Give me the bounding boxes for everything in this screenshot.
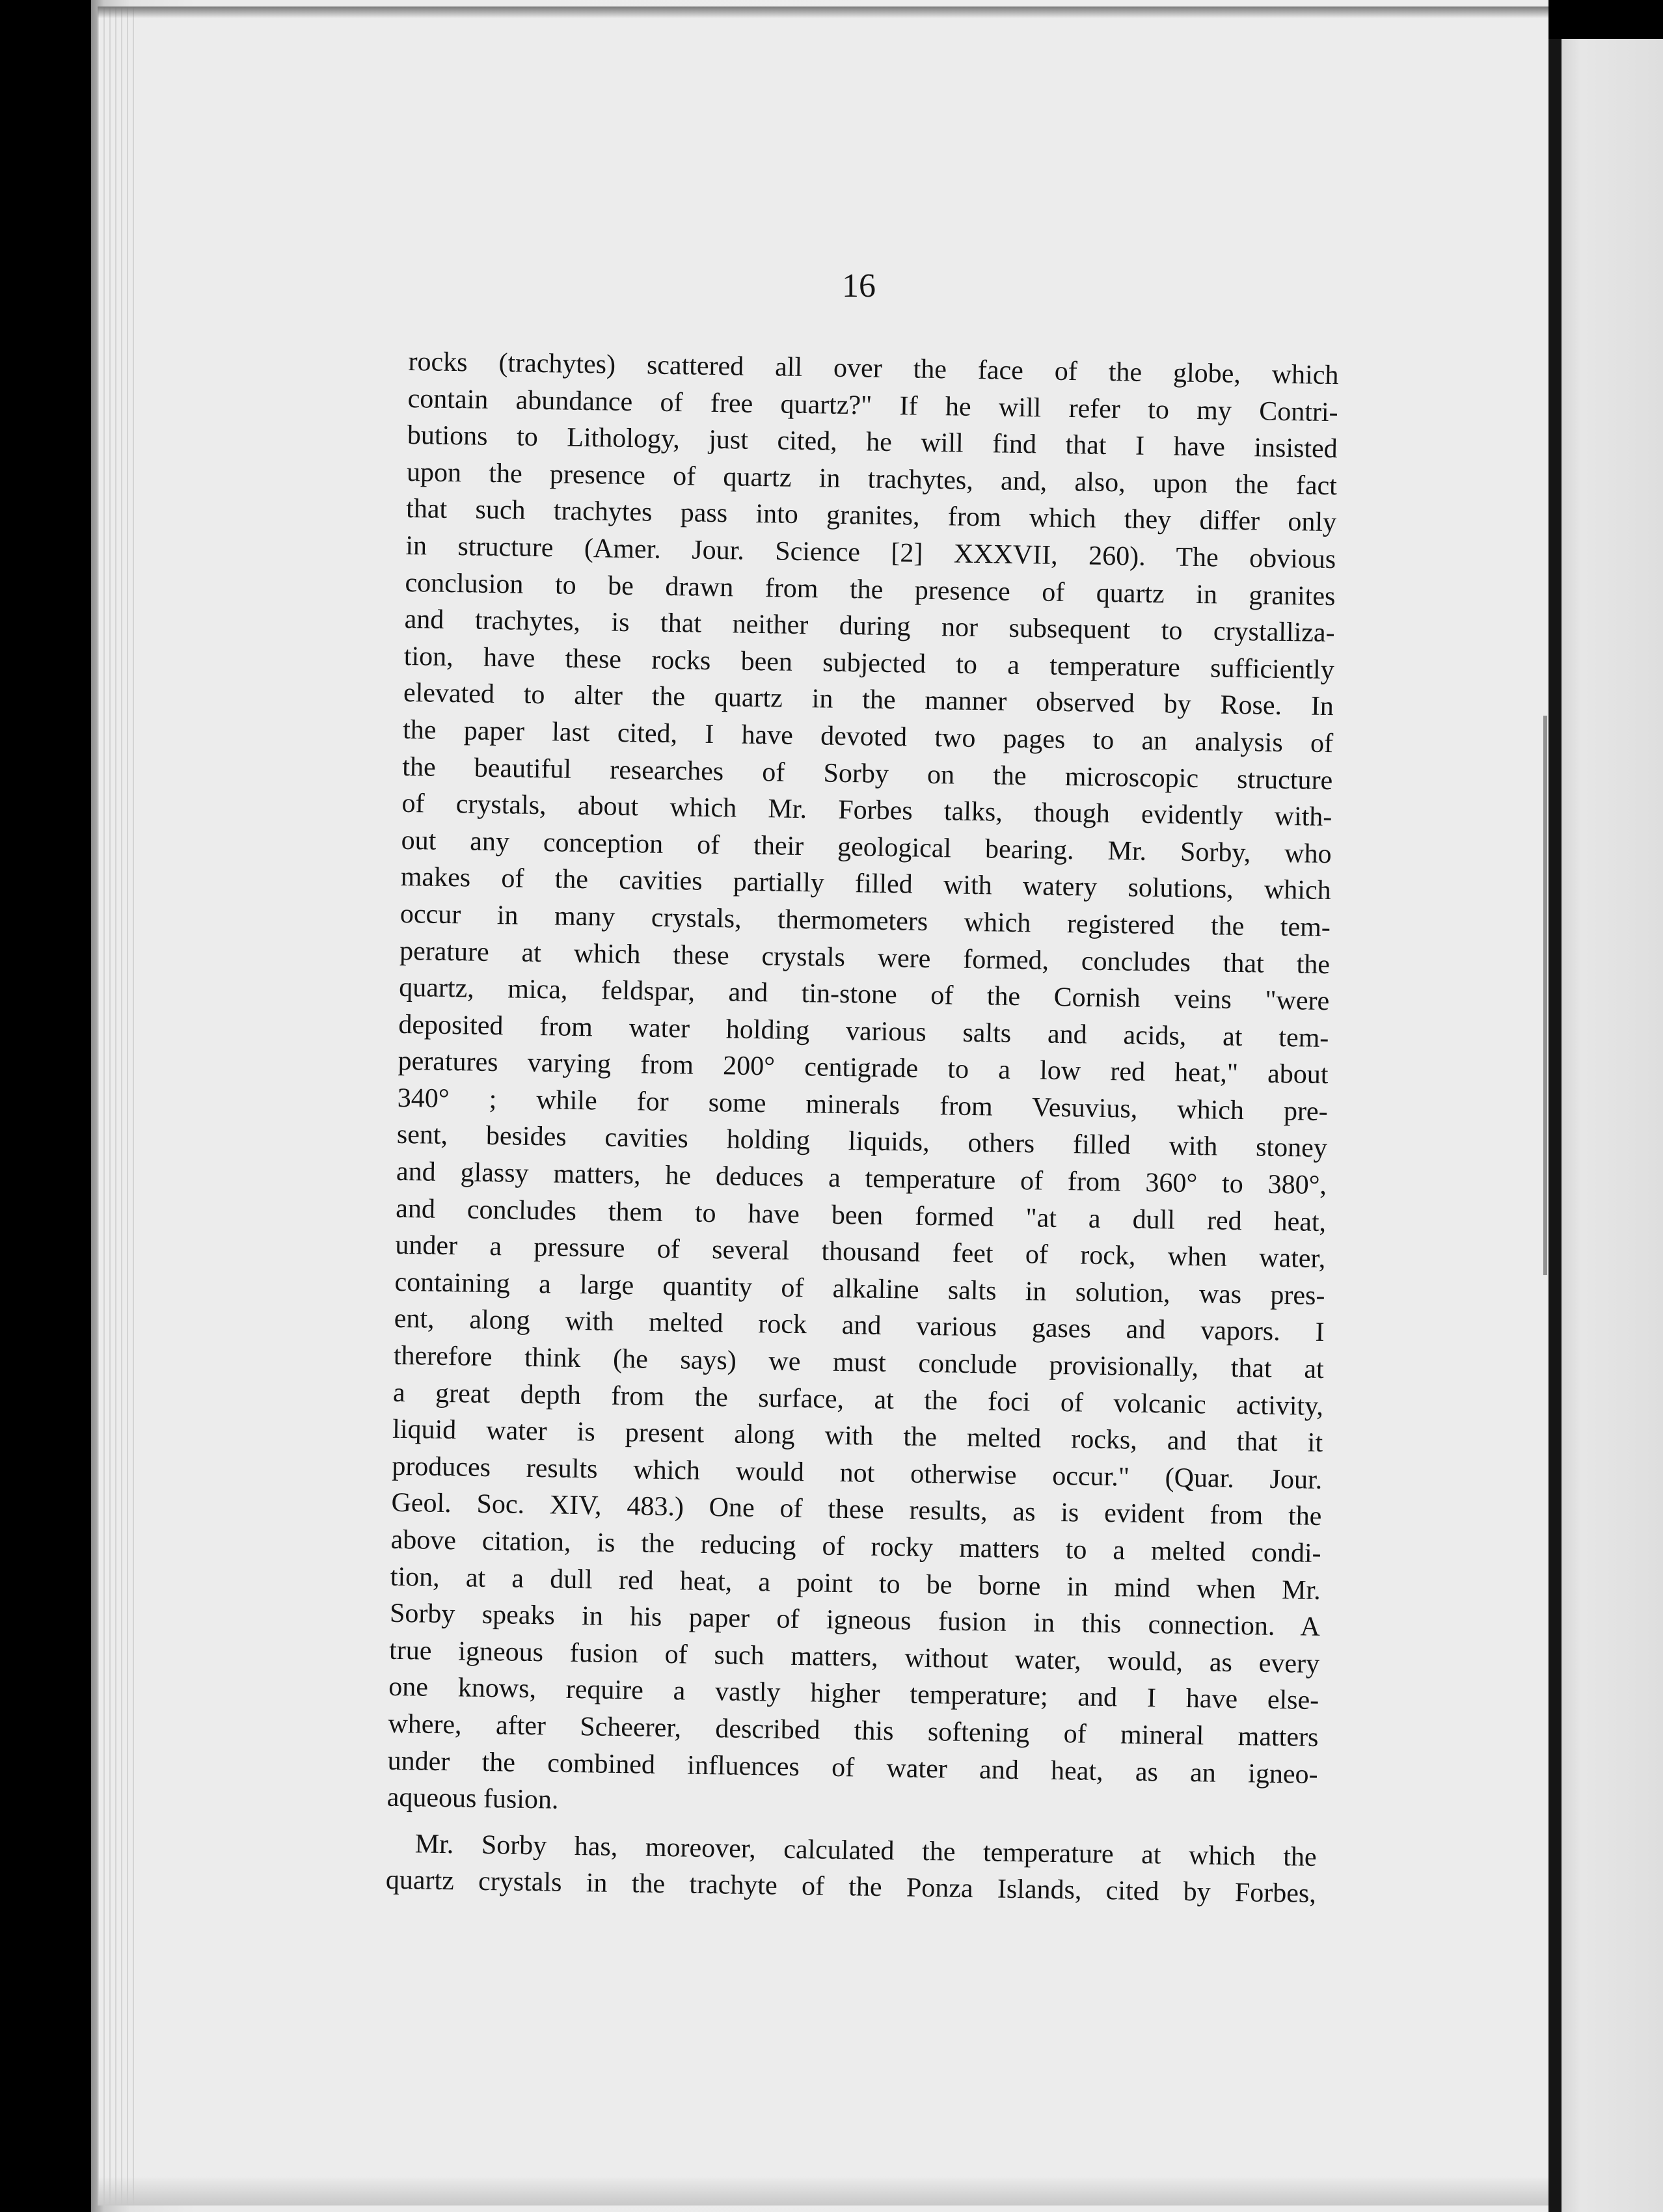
paragraph [386,344,1338,1830]
top-shadow [98,7,1548,18]
text-line: a great depth from the surface, at the foci of volcanic activity, [392,1377,1324,1422]
text-line: true igneous fusion of such matters, without water, would, as every [388,1635,1320,1679]
text-line: Mr. Sorby has, moreover, calculated the temperature at which the [414,1829,1317,1872]
paragraph [386,1825,1318,1912]
text-line: above citation, is the reducing of rocky matters to a melted condi- [390,1524,1321,1569]
text-line: containing a large quantity of alkaline salts in solution, was pres- [394,1267,1325,1311]
text-line: quartz crystals in the trachyte of the Ponza Islands, cited by Forbes, [385,1865,1317,1909]
facing-page-edge [1562,39,1663,2212]
text-line: peratures varying from 200° centigrade to a low red heat," about [398,1046,1329,1090]
binding-thread [1543,716,1547,1275]
body-text [386,344,1339,1913]
text-line: conclusion to be drawn from the presence of quartz in granites [405,567,1336,612]
text-line: makes of the cavities partially filled with watery solutions, which [400,862,1332,906]
text-line: Geol. Soc. XIV, 483.) One of these results, as is evident from the [391,1488,1322,1532]
text-line: tion, at a dull red heat, a point to be borne in mind when Mr. [390,1561,1321,1606]
text-line: perature at which these crystals were formed, concludes that the [399,936,1331,980]
text-line: tion, have these rocks been subjected to a temperature sufficiently [403,641,1335,685]
text-line: under a pressure of several thousand feet of rock, when water, [395,1230,1326,1275]
text-line: upon the presence of quartz in trachytes, and, also, upon the fact [406,457,1338,501]
text-line: aqueous fusion. [386,1782,559,1815]
text-line: Sorby speaks in his paper of igneous fusion in this connection. A [389,1598,1321,1643]
page-number: 16 [842,267,876,304]
text-line: where, after Scheerer, described this softening of mineral matters [388,1708,1319,1753]
bottom-shadow [98,2176,1548,2205]
text-line: deposited from water holding various salts and acids, at tem- [398,1009,1329,1053]
text-line: quartz, mica, feldspar, and tin-stone of the Cornish veins "were [398,972,1330,1017]
text-line: sent, besides cavities holding liquids, others filled with stoney [396,1120,1328,1164]
text-line: 340° ; while for some minerals from Vesuvius, which pre- [397,1083,1328,1127]
text-line: and concludes them to have been formed "at a dull red heat, [395,1193,1327,1237]
text-line: liquid water is present along with the melted rocks, and that it [392,1414,1323,1459]
text-line: rocks (trachytes) scattered all over the face of the globe, which [408,346,1339,391]
text-line: under the combined influences of water and heat, as an igneo- [387,1746,1318,1790]
text-line: the beautiful researches of Sorby on the microscopic structure [402,751,1333,796]
text-line: of crystals, about which Mr. Forbes talks, though evidently with- [401,789,1332,833]
text-line: ent, along with melted rock and various gases and vapors. I [394,1304,1325,1348]
text-line: out any conception of their geological bearing. Mr. Sorby, who [401,825,1332,869]
text-line: and glassy matters, he deduces a temperature of from 360° to 380°, [396,1156,1327,1201]
page-stack-edge [98,7,137,2205]
text-line: contain abundance of free quartz?" If he will refer to my Contri- [407,383,1338,427]
text-line: that such trachytes pass into granites, from which they differ only [405,494,1337,538]
text-line: one knows, require a vastly higher temperature; and I have else- [388,1672,1319,1716]
text-line: in structure (Amer. Jour. Science [2] XXXVII, 260). The obvious [405,530,1336,575]
text-line: elevated to alter the quartz in the manner observed by Rose. In [403,678,1334,722]
text-line: therefore think (he says) we must conclude provisionally, that at [393,1340,1325,1385]
text-line: and trachytes, is that neither during nor subsequent to crystalliza- [404,604,1335,649]
text-line: occur in many crystals, thermometers which registered the tem- [399,898,1331,943]
text-line: the paper last cited, I have devoted two pages to an analysis of [402,714,1334,759]
binding-gutter [1548,39,1562,2212]
text-line: produces results which would not otherwise occur." (Quar. Jour. [392,1451,1323,1495]
text-line: butions to Lithology, just cited, he will find that I have insisted [407,420,1338,465]
